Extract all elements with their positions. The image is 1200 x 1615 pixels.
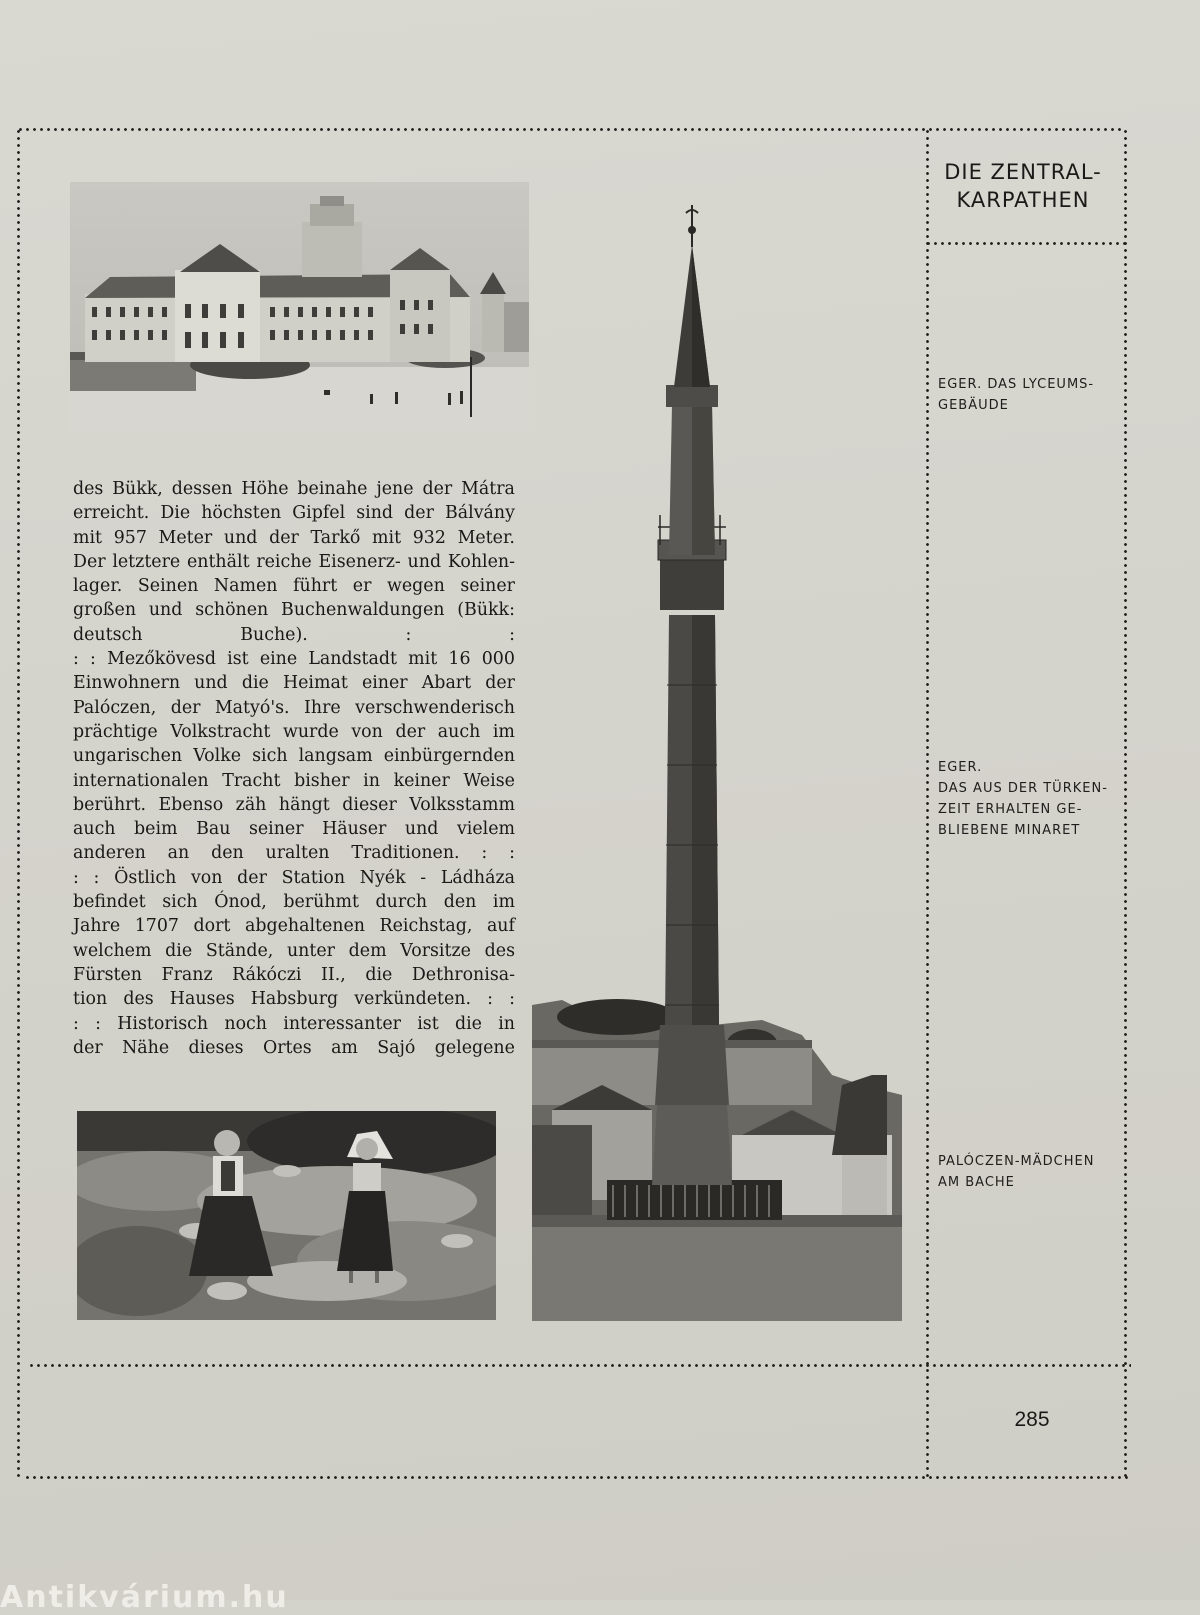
header-bottom-border (925, 242, 1125, 245)
watermark: Antikvárium.hu (0, 1580, 289, 1615)
body-text-line: prächtige Volkstracht wurde von der auch im (73, 721, 515, 742)
body-text-line: der Nähe dieses Ortes am Sajó gelegene (73, 1037, 515, 1058)
caption-lyceum-line-1: EGER. DAS LYCEUMS- (938, 377, 1095, 392)
caption-minaret-line-3: ZEIT ERHALTEN GE- (938, 802, 1083, 817)
minaret-photo-icon (532, 205, 902, 1321)
body-text-line: deutsch Buche). : : (73, 624, 515, 645)
frame-left-border (17, 128, 20, 1478)
section-title-line-1: DIE ZENTRAL- (944, 160, 1102, 184)
caption-minaret (938, 757, 1118, 841)
body-text-line: Einwohnern und die Heimat einer Abart der (73, 673, 515, 694)
frame-top-border (17, 128, 1125, 131)
girls-photo-icon (77, 1111, 496, 1320)
body-text-line: Jahre 1707 dort abgehaltenen Reichstag, auf (73, 916, 515, 937)
body-text-line: großen und schönen Buchenwaldungen (Bükk: (73, 600, 515, 621)
body-text-line: ungarischen Volke sich langsam einbürgernden (73, 746, 515, 767)
building-photo-icon (70, 182, 529, 431)
body-text-line: auch beim Bau seiner Häuser und vielem (73, 819, 515, 840)
body-text-line: tion des Hauses Habsburg verkündeten. : : (73, 989, 515, 1010)
minaret-photo (532, 205, 902, 1321)
lyceum-photo (70, 182, 529, 431)
body-text-line: berührt. Ebenso zäh hängt dieser Volksstamm (73, 794, 515, 815)
caption-minaret-line-4: BLIEBENE MINARET (938, 823, 1081, 838)
body-text-line: : : Historisch noch interessanter ist die in (73, 1013, 515, 1034)
section-title-line-2: KARPATHEN (956, 188, 1090, 212)
caption-girls-line-1: PALÓCZEN-MÄDCHEN (938, 1154, 1095, 1169)
body-text-line: befindet sich Ónod, berühmt durch den im (73, 892, 515, 913)
article-body-text (73, 477, 515, 1060)
body-text-line: welchem die Stände, unter dem Vorsitze des (73, 940, 515, 961)
body-text-line: anderen an den uralten Traditionen. : : (73, 843, 515, 864)
frame-footer-border (28, 1364, 1131, 1367)
sidebar-divider (926, 128, 929, 1478)
body-text-line: : : Mezőkövesd ist eine Landstadt mit 16 000 (73, 649, 515, 670)
frame-right-border (1124, 128, 1127, 1478)
body-text-line: mit 957 Meter und der Tarkő mit 932 Meter. (73, 527, 515, 548)
body-text-line: lager. Seinen Namen führt er wegen seiner (73, 576, 515, 597)
body-text-line: internationalen Tracht bisher in keiner Weise (73, 770, 515, 791)
caption-minaret-line-2: DAS AUS DER TÜRKEN- (938, 781, 1108, 796)
body-text-line: Palóczen, der Matyó's. Ihre verschwenderisch (73, 697, 515, 718)
caption-lyceum-line-2: GEBÄUDE (938, 398, 1009, 413)
body-text-line: Der letztere enthält reiche Eisenerz- und Kohlen- (73, 551, 515, 572)
caption-minaret-line-1: EGER. (938, 760, 983, 775)
page-number: 285 (1014, 1408, 1050, 1431)
body-text-line: Fürsten Franz Rákóczi II., die Dethronisa- (73, 964, 515, 985)
body-text-line: erreicht. Die höchsten Gipfel sind der Bálvány (73, 503, 515, 524)
girls-photo (77, 1111, 496, 1320)
caption-girls (938, 1151, 1118, 1193)
body-text-line: des Bükk, dessen Höhe beinahe jene der Mátra (73, 479, 515, 499)
frame-bottom-border (24, 1476, 1132, 1479)
caption-lyceum (938, 374, 1118, 416)
caption-girls-line-2: AM BACHE (938, 1175, 1015, 1190)
section-title (928, 158, 1118, 214)
body-text-line: : : Östlich von der Station Nyék - Ládháza (73, 867, 515, 888)
